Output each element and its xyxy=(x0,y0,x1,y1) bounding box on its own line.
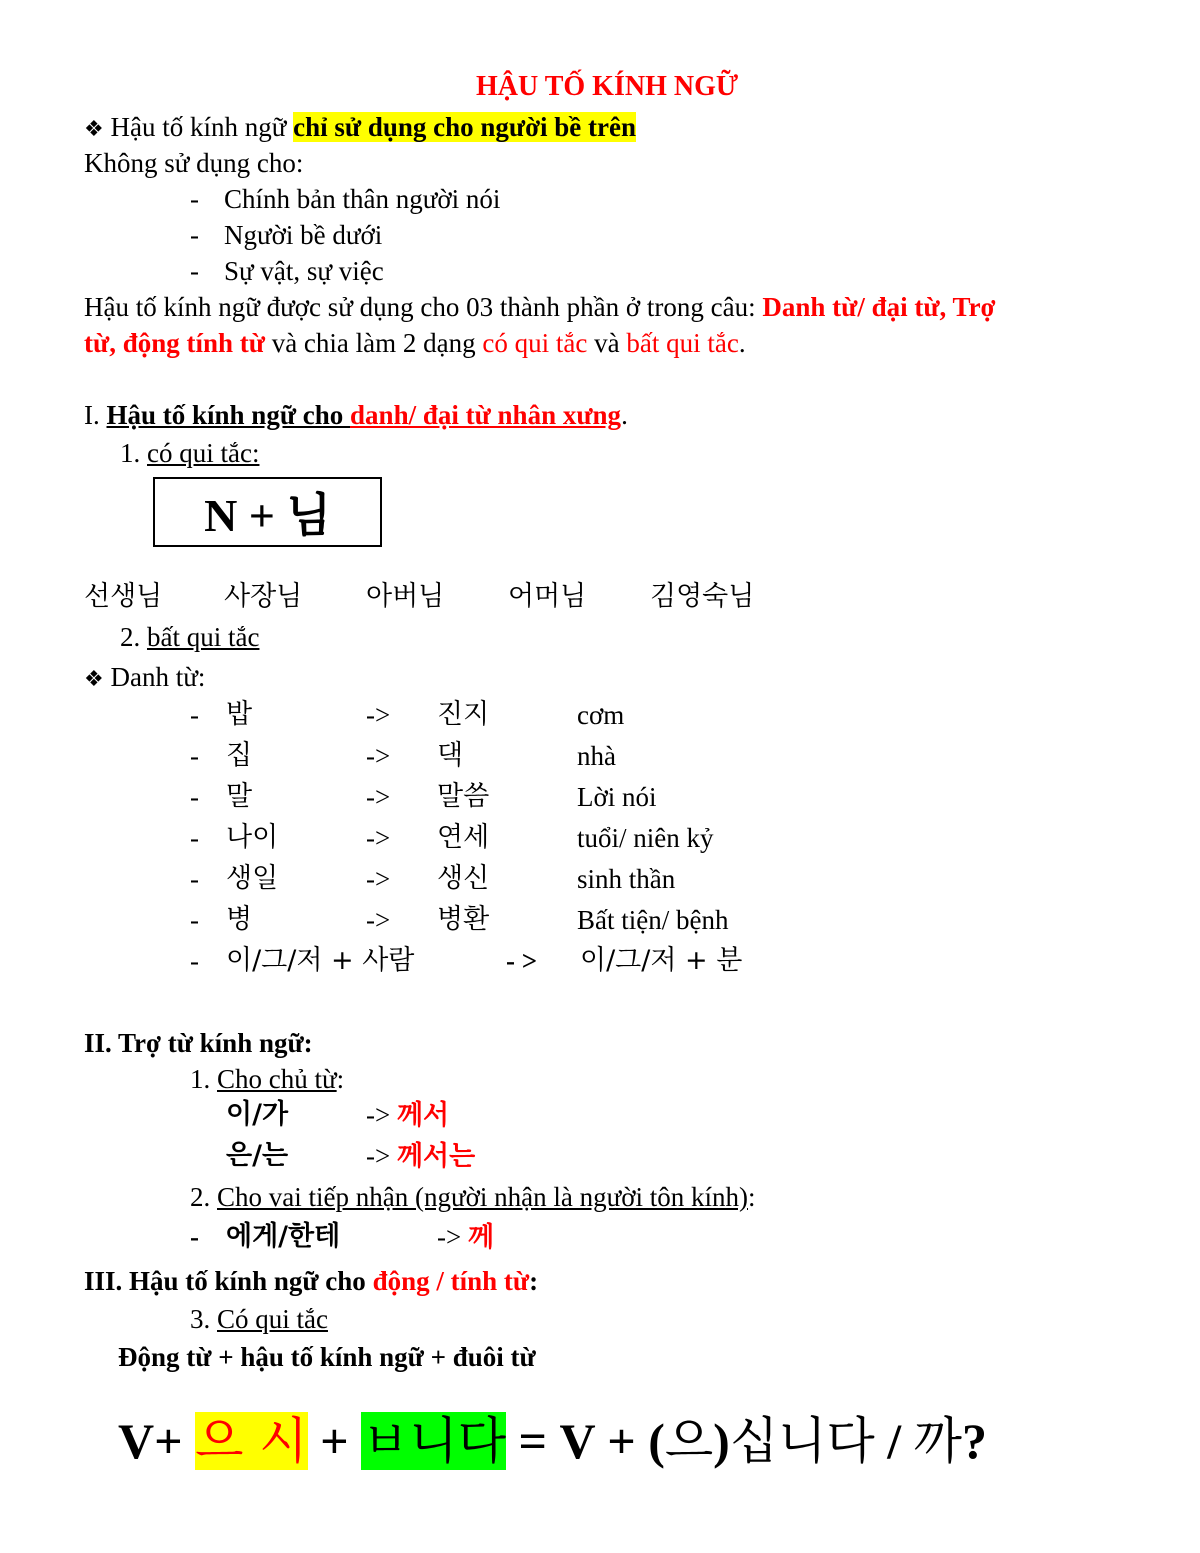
example-word: 아버님 xyxy=(366,581,445,612)
page-title: HẬU TỐ KÍNH NGỮ xyxy=(476,71,739,102)
list-item: - Người bề dưới xyxy=(190,220,383,250)
subsection-2-1: 1. Cho chủ từ: xyxy=(190,1064,345,1094)
honorific-suffix: 으 시 xyxy=(195,1412,308,1470)
diamond-bullet-icon: ❖ xyxy=(84,667,104,692)
subsection-1-2: 2. bất qui tắc xyxy=(120,622,260,652)
example-word: 김영숙님 xyxy=(650,581,755,612)
document-page: HẬU TỐ KÍNH NGỮ ❖ Hậu tố kính ngữ chỉ sử dụng cho người bề trên Không sử dụng cho: - Chính bản thân người nói - Người bề dưới - Sự vật, sự việc Hậu tố kính ngữ được sử dụng cho 03 thành phần ở trong câu: Danh từ/ đại từ, Trợ từ, động tính từ và chia làm 2 dạng có qui tắc và bất qui tắc. I. Hậu tố kính ngữ cho danh/ đại từ nhân xưng. 1. có qui tắc: N + 님 선생님 사장님 아버님 어머님 김영숙님 2. bất qui tắc ❖ Danh từ: - 밥 -> 진지 cơm - 집 -> 댁 nhà - 말 -> 말씀 Lời nói - 나이 -> 연세 tuổi/ niên kỷ - 생일 -> 생신 sinh thần - 병 -> 병환 Bất tiện/ bệnh - 이/그/저 + 사람 - > 이/그/저 + 분 II. Trợ từ kính ngữ: 1. Cho chủ từ: 이/가 -> 께서 은/는 -> 께서는 2. Cho vai tiếp nhận (người nhận là người tôn kính): - 에게/한테 -> 께 III. Hậu tố kính ngữ cho động / tính từ: 3. Có qui tắc Động từ + hậu tố kính ngữ + đuôi từ V+ 으 시 + ㅂ니다 = V + (으)십니다 / 까? xyxy=(0,0,1200,1553)
conjugation-formula: V+ 으 시 + ㅂ니다 = V + (으)십니다 / 까? xyxy=(118,1412,987,1470)
intro-paragraph-line1: Hậu tố kính ngữ được sử dụng cho 03 thành phần ở trong câu: Danh từ/ đại từ, Trợ xyxy=(84,292,996,322)
subsection-1-1: 1. có qui tắc: xyxy=(120,438,260,468)
ending-suffix: ㅂ니다 xyxy=(361,1412,507,1470)
intro-line: ❖ Hậu tố kính ngữ chỉ sử dụng cho người bề trên xyxy=(84,112,637,142)
example-word: 선생님 xyxy=(84,581,163,612)
list-item: - Sự vật, sự việc xyxy=(190,256,384,286)
diamond-bullet-icon: ❖ xyxy=(84,117,104,142)
section-1-heading: I. Hậu tố kính ngữ cho danh/ đại từ nhân xưng. xyxy=(84,400,628,430)
section-3-heading: III. Hậu tố kính ngữ cho động / tính từ: xyxy=(84,1266,539,1296)
subsection-3: 3. Có qui tắc xyxy=(190,1304,328,1334)
intro-paragraph-line2: từ, động tính từ và chia làm 2 dạng có qui tắc và bất qui tắc. xyxy=(84,328,746,358)
highlight-text: chỉ sử dụng cho người bề trên xyxy=(293,112,637,142)
formula-box: N + 님 xyxy=(153,477,382,547)
not-used-heading: Không sử dụng cho: xyxy=(84,148,304,178)
list-item: - Chính bản thân người nói xyxy=(190,184,501,214)
noun-heading: ❖ Danh từ: xyxy=(84,662,206,692)
example-word: 어머님 xyxy=(508,581,587,612)
rule-line: Động từ + hậu tố kính ngữ + đuôi từ xyxy=(118,1342,536,1372)
example-word: 사장님 xyxy=(224,581,303,612)
section-2-heading: II. Trợ từ kính ngữ: xyxy=(84,1028,313,1058)
subsection-2-2: 2. Cho vai tiếp nhận (người nhận là người tôn kính): xyxy=(190,1182,756,1212)
